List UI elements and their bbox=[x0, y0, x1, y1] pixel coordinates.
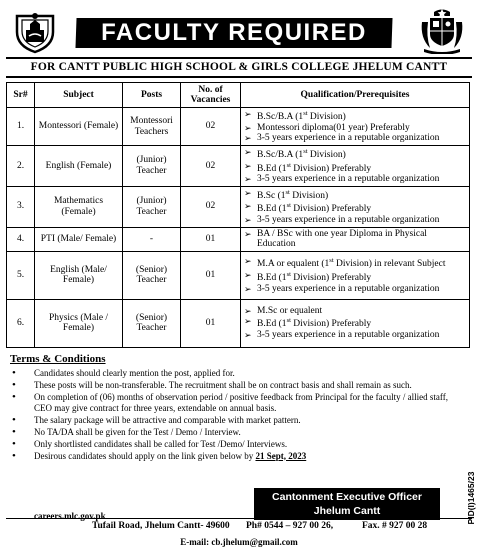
qualification-list bbox=[244, 109, 466, 144]
cell-vacancies: 02 bbox=[181, 146, 241, 187]
cell-sr: 3. bbox=[7, 186, 35, 227]
qualification-item: ➢ M.A or equalent (1st Division) in relevant Subject bbox=[244, 256, 466, 270]
cell-vacancies: 01 bbox=[181, 299, 241, 347]
cell-subject: PTI (Male/ Female) bbox=[35, 227, 123, 251]
qualification-item: ➢ 3-5 years experience in a reputable organization bbox=[244, 133, 466, 144]
qualification-item: ➢ B.Ed (1st Division) Preferably bbox=[244, 316, 466, 330]
officer-location: Jhelum Cantt bbox=[313, 505, 381, 517]
pid-label: PID(I)1465/23 bbox=[466, 471, 476, 524]
qualification-list bbox=[244, 256, 466, 294]
table-row bbox=[7, 251, 470, 299]
header bbox=[6, 4, 472, 54]
cell-qualifications bbox=[241, 186, 470, 227]
terms-list bbox=[10, 368, 462, 463]
qualification-item: ➢ 3-5 years experience in a reputable organization bbox=[244, 215, 466, 226]
page-subtitle: FOR CANTT PUBLIC HIGH SCHOOL & GIRLS COLLEGE JHELUM CANTT bbox=[30, 61, 448, 73]
terms-item: • Candidates should clearly mention the post, applied for. bbox=[10, 368, 462, 379]
divider bbox=[6, 57, 472, 59]
cell-posts: (Senior) Teacher bbox=[123, 251, 181, 299]
cell-subject: Physics (Male / Female) bbox=[35, 299, 123, 347]
qualification-item: ➢ B.Ed (1st Division) Preferably bbox=[244, 161, 466, 175]
cell-sr: 6. bbox=[7, 299, 35, 347]
table-row bbox=[7, 186, 470, 227]
table-row bbox=[7, 299, 470, 347]
deadline-date: 21 Sept, 2023 bbox=[255, 450, 307, 461]
cell-posts: Montessori Teachers bbox=[123, 108, 181, 146]
qualification-item: ➢ 3-5 years experience in a reputable organization bbox=[244, 284, 466, 295]
table-row bbox=[7, 146, 470, 187]
cell-subject: English (Male/ Female) bbox=[35, 251, 123, 299]
terms-item: • These posts will be non-transferable. The recruitment shall be on contract basis and shall remain as such. bbox=[10, 380, 462, 391]
header-posts: Posts bbox=[123, 83, 181, 108]
qualification-item: ➢ 3-5 years experience in a reputable organization bbox=[244, 330, 466, 341]
qualification-list bbox=[244, 147, 466, 185]
cell-sr: 4. bbox=[7, 227, 35, 251]
cell-qualifications bbox=[241, 227, 470, 251]
divider bbox=[6, 518, 472, 519]
terms-title: Terms & Conditions bbox=[10, 353, 106, 365]
officer-signature-box bbox=[254, 488, 440, 520]
qualification-item: ➢ 3-5 years experience in a reputable organization bbox=[244, 174, 466, 185]
table-row bbox=[7, 227, 470, 251]
qualification-item: ➢ Montessori diploma(01 year) Preferably bbox=[244, 123, 466, 134]
officer-title: Cantonment Executive Officer bbox=[272, 491, 422, 503]
header-vacancies: No. of Vacancies bbox=[181, 83, 241, 108]
cell-vacancies: 01 bbox=[181, 251, 241, 299]
qualification-item: ➢ B.Sc/B.A (1st Division) bbox=[244, 109, 466, 123]
divider bbox=[6, 76, 472, 78]
cell-posts: - bbox=[123, 227, 181, 251]
pid-number bbox=[465, 450, 477, 545]
qualification-item: ➢ B.Ed (1st Division) Preferably bbox=[244, 201, 466, 215]
terms-item: • No TA/DA shall be given for the Test / Demo / Interview. bbox=[10, 427, 462, 438]
cell-qualifications bbox=[241, 299, 470, 347]
deadline-text: Desirous candidates should apply on the link given below by bbox=[34, 450, 256, 461]
terms-item: • On completion of (06) months of observation period / positive feedback from Principal for the faculty / allied staff, CEO may give contract for three years, extendable on annual basis. bbox=[10, 392, 462, 413]
terms-item: • Only shortlisted candidates shall be called for Test /Demo/ Interviews. bbox=[10, 439, 462, 450]
cell-qualifications bbox=[241, 146, 470, 187]
government-emblem-icon bbox=[418, 6, 466, 54]
header-sr: Sr# bbox=[7, 83, 35, 108]
qualification-list bbox=[244, 229, 466, 250]
qualification-item: ➢ B.Ed (1st Division) Preferably bbox=[244, 270, 466, 284]
cell-subject: Mathematics (Female) bbox=[35, 186, 123, 227]
cell-vacancies: 01 bbox=[181, 227, 241, 251]
cell-posts: (Junior) Teacher bbox=[123, 186, 181, 227]
cantonment-board-logo-icon bbox=[12, 8, 58, 54]
footer-fax: Fax. # 927 00 28 bbox=[362, 521, 428, 531]
cell-sr: 1. bbox=[7, 108, 35, 146]
header-subject: Subject bbox=[35, 83, 123, 108]
cell-sr: 2. bbox=[7, 146, 35, 187]
cell-subject: Montessori (Female) bbox=[35, 108, 123, 146]
footer-phone: Ph# 0544 – 927 00 26, bbox=[246, 521, 334, 531]
footer-email[interactable]: E-mail: cb.jhelum@gmail.com bbox=[180, 537, 298, 547]
cell-posts: (Senior) Teacher bbox=[123, 299, 181, 347]
page-title: FACULTY REQUIRED bbox=[101, 19, 367, 46]
careers-link[interactable]: careers.mlc.gov.pk bbox=[34, 511, 106, 521]
cell-posts: (Junior) Teacher bbox=[123, 146, 181, 187]
qualification-item: ➢ M.Sc or equalent bbox=[244, 306, 466, 317]
vacancies-table bbox=[6, 82, 470, 348]
terms-item: • The salary package will be attractive and comparable with market pattern. bbox=[10, 415, 462, 426]
cell-qualifications bbox=[241, 108, 470, 146]
qualification-list bbox=[244, 188, 466, 226]
cell-subject: English (Female) bbox=[35, 146, 123, 187]
qualification-item: ➢ BA / BSc with one year Diploma in Physical Education bbox=[244, 229, 466, 250]
qualification-item: ➢ B.Sc/B.A (1st Division) bbox=[244, 147, 466, 161]
qualification-item: ➢ B.Sc (1st Division) bbox=[244, 188, 466, 202]
cell-sr: 5. bbox=[7, 251, 35, 299]
header-qualification: Qualification/Prerequisites bbox=[241, 83, 470, 108]
table-row bbox=[7, 108, 470, 146]
table-header-row bbox=[7, 83, 470, 108]
terms-item-deadline bbox=[10, 451, 462, 462]
cell-vacancies: 02 bbox=[181, 186, 241, 227]
cell-qualifications bbox=[241, 251, 470, 299]
cell-vacancies: 02 bbox=[181, 108, 241, 146]
qualification-list bbox=[244, 306, 466, 341]
footer-address: Tufail Road, Jhelum Cantt- 49600 bbox=[92, 521, 230, 531]
